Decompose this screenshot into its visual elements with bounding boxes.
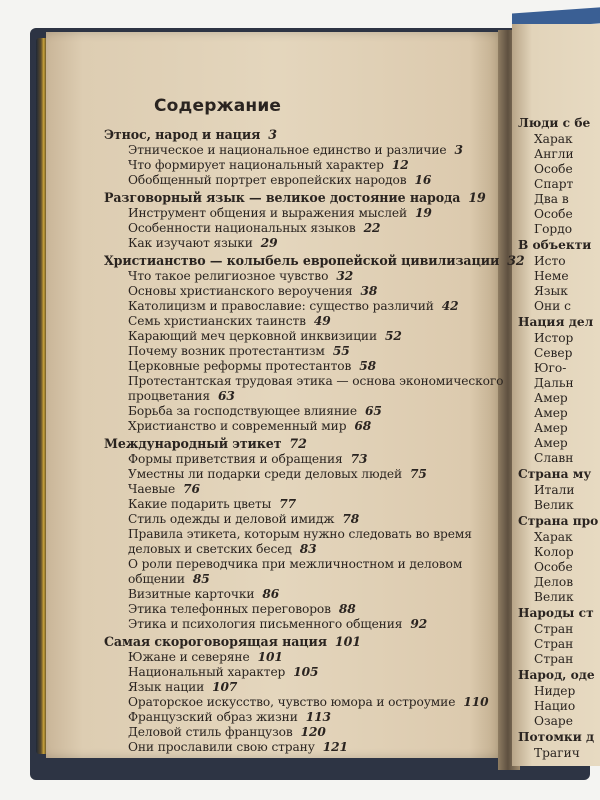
toc-entry-label: Что такое религиозное чувство [128,269,329,283]
right-toc-entry: Особе [534,162,573,176]
right-toc-section: В объекти [518,238,592,252]
toc-page-number: 75 [410,467,427,481]
right-toc-section: Страна му [518,467,592,481]
toc-entry-label: Стиль одежды и деловой имидж [128,512,335,526]
toc-entry-label: Церковные реформы протестантов [128,359,352,373]
right-toc-entry: Нидер [534,684,576,698]
right-toc-entry: Озаре [534,714,573,728]
toc-page-number: 42 [441,299,459,313]
toc-page-number: 88 [338,602,356,616]
toc-entry-label: О роли переводчика при межличностном и деловом [128,557,463,571]
toc-entry [128,587,279,601]
toc-entry-label: Этническое и национальное единство и различие [128,143,447,157]
toc-entry-label: Основы христианского вероучения [128,284,353,298]
toc-section [104,253,525,268]
right-toc-section: Народы ст [518,606,594,620]
toc-entry-label: Инструмент общения и выражения мыслей [128,206,407,220]
toc-entry [128,404,382,418]
toc-page-number: 12 [391,158,409,172]
toc-page-number: 107 [212,680,238,694]
right-toc-entry: Колор [534,545,574,559]
toc-page-number: 73 [350,452,368,466]
right-toc-entry: Англи [534,147,574,161]
right-toc-entry: Амер [534,421,568,435]
toc-entry [128,269,353,283]
toc-entry [128,284,377,298]
toc-entry-label: Они прославили свою страну [128,740,315,754]
toc-page-number: 65 [365,404,382,418]
right-toc-entry: Язык [534,284,568,298]
toc-entry [128,617,427,631]
toc-entry-label: Международный этикет [104,436,282,451]
right-toc-entry: Юго- [534,361,567,375]
toc-entry [128,143,463,157]
toc-entry-label: Карающий меч церковной инквизиции [128,329,377,343]
toc-entry [128,452,367,466]
toc-entry-label: процветания [128,389,211,403]
toc-entry [128,710,331,724]
toc-entry-label: Почему возник протестантизм [128,344,325,358]
toc-entry [128,389,235,403]
right-toc-entry: Харак [534,132,573,146]
right-toc-section: Страна про [518,514,599,528]
toc-entry [128,527,472,541]
right-toc-entry: Истор [534,331,574,345]
right-toc-entry: Велик [534,498,574,512]
toc-entry-label: Этика телефонных переговоров [128,602,331,616]
toc-entry [128,221,380,235]
right-toc-section: Потомки д [518,730,595,744]
toc-page-number: 22 [363,221,381,235]
toc-entry [128,557,462,571]
toc-entry-label: Этнос, народ и нация [104,127,261,142]
toc-entry [128,359,376,373]
toc-page-number: 86 [262,587,280,601]
toc-page-number: 113 [305,710,331,724]
toc-entry-label: Христианство — колыбель европейской цивилизации [104,253,500,268]
right-page [512,24,600,766]
right-toc-entry: Особе [534,207,573,221]
toc-page-number: 92 [410,617,428,631]
toc-page-number: 58 [359,359,376,373]
toc-entry-label: Семь христианских таинств [128,314,306,328]
toc-entry [128,299,459,313]
toc-entry-label: Что формирует национальный характер [128,158,384,172]
toc-entry [128,572,210,586]
right-toc-entry: Нацио [534,699,576,713]
toc-page-number: 121 [322,740,348,754]
toc-entry [128,374,503,388]
toc-page-number: 3 [268,127,277,142]
toc-entry-label: Язык нации [128,680,205,694]
toc-entry-label: Французский образ жизни [128,710,298,724]
right-toc-entry: Амер [534,391,568,405]
toc-page-number: 3 [454,143,463,157]
toc-entry [128,467,427,481]
right-toc-entry: Стран [534,622,574,636]
right-toc-entry: Они с [534,299,571,313]
toc-page-number: 19 [468,190,486,205]
right-toc-entry: Амер [534,436,568,450]
toc-page-number: 101 [257,650,283,664]
toc-entry [128,236,278,250]
toc-section [104,634,361,649]
toc-page-number: 78 [342,512,360,526]
toc-entry [128,665,318,679]
toc-section [104,436,307,451]
toc-entry-label: Деловой стиль французов [128,725,293,739]
toc-entry [128,482,200,496]
right-toc-section: Народ, оде [518,668,595,682]
toc-entry [128,602,356,616]
right-toc-section: Нация дел [518,315,594,329]
toc-entry-label: Этика и психология письменного общения [128,617,403,631]
right-toc-entry: Амер [534,406,568,420]
right-toc-entry: Харак [534,530,573,544]
right-toc-entry: Славн [534,451,574,465]
toc-entry [128,419,371,433]
right-toc-entry: Север [534,346,573,360]
right-toc-entry: Велик [534,590,574,604]
toc-page-number: 105 [293,665,319,679]
toc-page-number: 32 [336,269,354,283]
right-toc-entry: Неме [534,269,569,283]
toc-entry-label: Чаевые [128,482,176,496]
toc-entry-label: Формы приветствия и обращения [128,452,343,466]
toc-entry-label: Уместны ли подарки среди деловых людей [128,467,402,481]
toc-page-number: 85 [192,572,210,586]
right-toc-entry: Спарт [534,177,574,191]
right-toc-entry: Стран [534,652,574,666]
toc-section [104,190,486,205]
toc-entry [128,344,350,358]
toc-entry-label: Борьба за господствующее влияние [128,404,358,418]
toc-entry-label: Южане и северяне [128,650,250,664]
right-toc-entry: Особе [534,560,573,574]
toc-entry-label: Протестантская трудовая этика — основа экономического [128,374,504,388]
right-toc-entry: Дальн [534,376,574,390]
toc-page-number: 63 [218,389,235,403]
toc-entry-label: Разговорный язык — великое достояние народа [104,190,461,205]
right-toc-entry: Гордо [534,222,573,236]
toc-entry-label: Правила этикета, которым нужно следовать во время [128,527,472,541]
toc-entry [128,725,326,739]
toc-page-number: 32 [507,253,525,268]
toc-entry-label: Самая скороговорящая нация [104,634,327,649]
toc-entry-label: Ораторское искусство, чувство юмора и остроумие [128,695,456,709]
toc-page-number: 16 [414,173,432,187]
toc-entry-label: Обобщенный портрет европейских народов [128,173,407,187]
toc-page-number: 68 [354,419,372,433]
toc-entry-label: Христианство и современный мир [128,419,347,433]
toc-page-number: 83 [299,542,317,556]
right-toc-entry: Исто [534,254,566,268]
toc-entry-label: общении [128,572,185,586]
right-toc-entry: Трагич [534,746,580,760]
toc-page-number: 72 [289,436,307,451]
toc-page-number: 19 [415,206,432,220]
toc-entry [128,695,488,709]
table-of-contents [46,0,525,800]
toc-entry-label: Визитные карточки [128,587,255,601]
toc-entry [128,650,283,664]
toc-section [104,127,277,142]
toc-page-number: 29 [260,236,278,250]
toc-entry [128,497,296,511]
page-title: Содержание [154,96,282,116]
toc-entry [128,314,331,328]
toc-page-number: 49 [313,314,331,328]
toc-entry [128,740,348,754]
toc-entry [128,542,317,556]
right-toc-entry: Делов [534,575,574,589]
right-toc-entry: Стран [534,637,574,651]
toc-page-number: 120 [300,725,326,739]
toc-entry-label: деловых и светских бесед [128,542,292,556]
toc-page-number: 101 [334,634,361,649]
toc-entry-label: Как изучают языки [128,236,253,250]
toc-entry-label: Католицизм и православие: существо различий [128,299,434,313]
toc-entry-label: Особенности национальных языков [128,221,356,235]
toc-page-number: 110 [463,695,489,709]
toc-entry-label: Национальный характер [128,665,286,679]
toc-page-number: 52 [384,329,402,343]
toc-entry-label: Какие подарить цветы [128,497,272,511]
toc-page-number: 55 [332,344,350,358]
toc-page-number: 76 [183,482,200,496]
toc-entry [128,206,432,220]
toc-entry [128,680,237,694]
toc-page-number: 38 [360,284,378,298]
toc-entry [128,329,402,343]
toc-entry [128,512,359,526]
right-toc-entry: Итали [534,483,575,497]
right-toc-section: Люди с бе [518,116,591,130]
right-toc-entry: Два в [534,192,569,206]
toc-entry [128,158,409,172]
toc-page-number: 77 [279,497,297,511]
toc-entry [128,173,431,187]
